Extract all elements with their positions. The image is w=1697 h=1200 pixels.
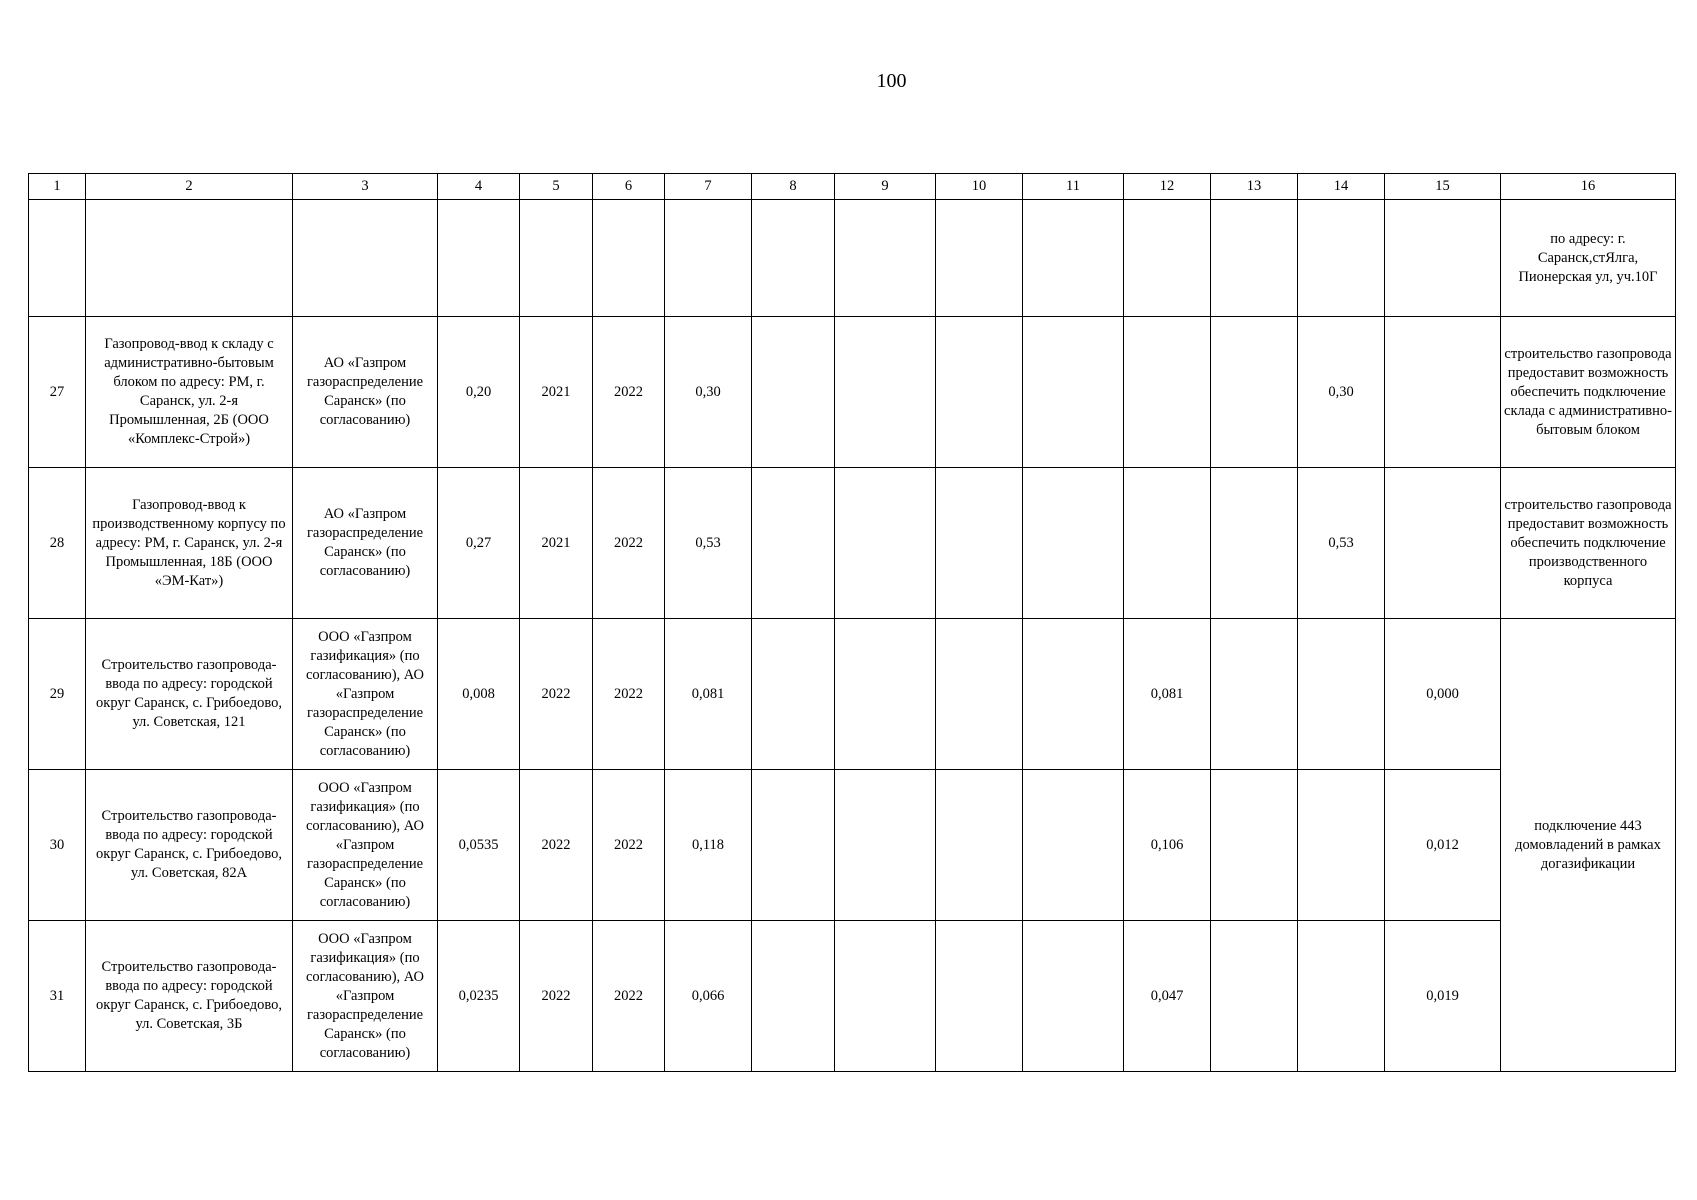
cell-col7: 0,30 [665, 317, 752, 468]
cell-col4: 0,20 [438, 317, 520, 468]
object-name: Строительство газопровода-ввода по адресу: городской округ Саранск, с. Грибоедово, ул. Советская, 3Б [86, 921, 293, 1072]
cell-col14: 0,30 [1298, 317, 1385, 468]
object-name: Газопровод-ввод к производственному корпусу по адресу: РМ, г. Саранск, ул. 2-я Промышленная, 18Б (ООО «ЭМ-Кат») [86, 468, 293, 619]
cell-col14 [1298, 619, 1385, 770]
table-row [29, 200, 1676, 317]
cell-col4: 0,27 [438, 468, 520, 619]
cell-col9 [835, 468, 936, 619]
row-number: 31 [29, 921, 86, 1072]
cell-col5: 2022 [520, 619, 593, 770]
cell-col6: 2022 [593, 468, 665, 619]
cell-col10 [936, 317, 1023, 468]
column-header: 8 [752, 174, 835, 200]
cell-col12 [1124, 200, 1211, 317]
cell-col4: 0,0235 [438, 921, 520, 1072]
cell-col4: 0,0535 [438, 770, 520, 921]
cell-col13 [1211, 317, 1298, 468]
cell-col11 [1023, 770, 1124, 921]
cell-col13 [1211, 200, 1298, 317]
column-header: 5 [520, 174, 593, 200]
cell-col9 [835, 921, 936, 1072]
object-name: Строительство газопровода-ввода по адресу: городской округ Саранск, с. Грибоедово, ул. Советская, 82А [86, 770, 293, 921]
cell-col7: 0,081 [665, 619, 752, 770]
row-number: 27 [29, 317, 86, 468]
column-header: 4 [438, 174, 520, 200]
cell-col4: 0,008 [438, 619, 520, 770]
investment-program-table [28, 173, 1676, 1072]
executor: АО «Газпром газораспределение Саранск» (по согласованию) [293, 468, 438, 619]
cell-col10 [936, 468, 1023, 619]
cell-col13 [1211, 468, 1298, 619]
row-number: 29 [29, 619, 86, 770]
column-header: 9 [835, 174, 936, 200]
cell-col15 [1385, 468, 1501, 619]
column-header: 2 [86, 174, 293, 200]
cell-col12: 0,106 [1124, 770, 1211, 921]
cell-col14 [1298, 770, 1385, 921]
cell-col10 [936, 619, 1023, 770]
object-name: Газопровод-ввод к складу с административно-бытовым блоком по адресу: РМ, г. Саранск, ул. 2-я Промышленная, 2Б (ООО «Комплекс-Строй») [86, 317, 293, 468]
cell-col4 [438, 200, 520, 317]
cell-col12: 0,047 [1124, 921, 1211, 1072]
cell-col11 [1023, 468, 1124, 619]
cell-col5: 2021 [520, 468, 593, 619]
cell-col10 [936, 200, 1023, 317]
cell-col11 [1023, 921, 1124, 1072]
cell-col15 [1385, 317, 1501, 468]
column-header: 7 [665, 174, 752, 200]
column-header: 6 [593, 174, 665, 200]
cell-col6: 2022 [593, 619, 665, 770]
row-number: 28 [29, 468, 86, 619]
cell-col13 [1211, 921, 1298, 1072]
cell-col11 [1023, 317, 1124, 468]
column-header: 1 [29, 174, 86, 200]
cell-col5: 2022 [520, 770, 593, 921]
table-row [29, 468, 1676, 619]
cell-col6: 2022 [593, 770, 665, 921]
cell-col8 [752, 921, 835, 1072]
cell-col10 [936, 770, 1023, 921]
cell-col9 [835, 317, 936, 468]
cell-col13 [1211, 619, 1298, 770]
cell-col5 [520, 200, 593, 317]
table-row [29, 770, 1676, 921]
column-header: 10 [936, 174, 1023, 200]
executor [293, 200, 438, 317]
note-cell: по адресу: г. Саранск,стЯлга, Пионерская ул, уч.10Г [1501, 200, 1676, 317]
cell-col7: 0,066 [665, 921, 752, 1072]
table-row [29, 921, 1676, 1072]
cell-col15: 0,019 [1385, 921, 1501, 1072]
cell-col15: 0,000 [1385, 619, 1501, 770]
cell-col11 [1023, 619, 1124, 770]
cell-col6: 2022 [593, 921, 665, 1072]
cell-col8 [752, 317, 835, 468]
cell-col14: 0,53 [1298, 468, 1385, 619]
cell-col6 [593, 200, 665, 317]
table-row [29, 619, 1676, 770]
executor: ООО «Газпром газификация» (по согласованию), АО «Газпром газораспределение Саранск» (по согласованию) [293, 770, 438, 921]
cell-col14 [1298, 200, 1385, 317]
cell-col7: 0,53 [665, 468, 752, 619]
cell-col9 [835, 619, 936, 770]
object-name [86, 200, 293, 317]
cell-col15 [1385, 200, 1501, 317]
page-number: 100 [876, 70, 907, 92]
executor: ООО «Газпром газификация» (по согласованию), АО «Газпром газораспределение Саранск» (по согласованию) [293, 619, 438, 770]
cell-col15: 0,012 [1385, 770, 1501, 921]
merged-note-cell: подключение 443 домовладений в рамках догазификации [1501, 619, 1676, 1072]
column-number-row [29, 174, 1676, 200]
cell-col14 [1298, 921, 1385, 1072]
object-name: Строительство газопровода-ввода по адресу: городской округ Саранск, с. Грибоедово, ул. Советская, 121 [86, 619, 293, 770]
executor: АО «Газпром газораспределение Саранск» (по согласованию) [293, 317, 438, 468]
cell-col12 [1124, 317, 1211, 468]
column-header: 12 [1124, 174, 1211, 200]
cell-col5: 2021 [520, 317, 593, 468]
cell-col11 [1023, 200, 1124, 317]
note-cell: строительство газопровода предоставит возможность обеспечить подключение склада с административно-бытовым блоком [1501, 317, 1676, 468]
column-header: 15 [1385, 174, 1501, 200]
cell-col8 [752, 200, 835, 317]
cell-col8 [752, 468, 835, 619]
cell-col7 [665, 200, 752, 317]
table-row [29, 317, 1676, 468]
cell-col5: 2022 [520, 921, 593, 1072]
row-number: 30 [29, 770, 86, 921]
cell-col8 [752, 770, 835, 921]
cell-col12: 0,081 [1124, 619, 1211, 770]
row-number [29, 200, 86, 317]
cell-col8 [752, 619, 835, 770]
cell-col9 [835, 770, 936, 921]
cell-col12 [1124, 468, 1211, 619]
column-header: 11 [1023, 174, 1124, 200]
note-cell: строительство газопровода предоставит возможность обеспечить подключение производственного корпуса [1501, 468, 1676, 619]
cell-col10 [936, 921, 1023, 1072]
column-header: 13 [1211, 174, 1298, 200]
cell-col7: 0,118 [665, 770, 752, 921]
cell-col9 [835, 200, 936, 317]
column-header: 3 [293, 174, 438, 200]
column-header: 14 [1298, 174, 1385, 200]
cell-col13 [1211, 770, 1298, 921]
column-header: 16 [1501, 174, 1676, 200]
executor: ООО «Газпром газификация» (по согласованию), АО «Газпром газораспределение Саранск» (по согласованию) [293, 921, 438, 1072]
cell-col6: 2022 [593, 317, 665, 468]
